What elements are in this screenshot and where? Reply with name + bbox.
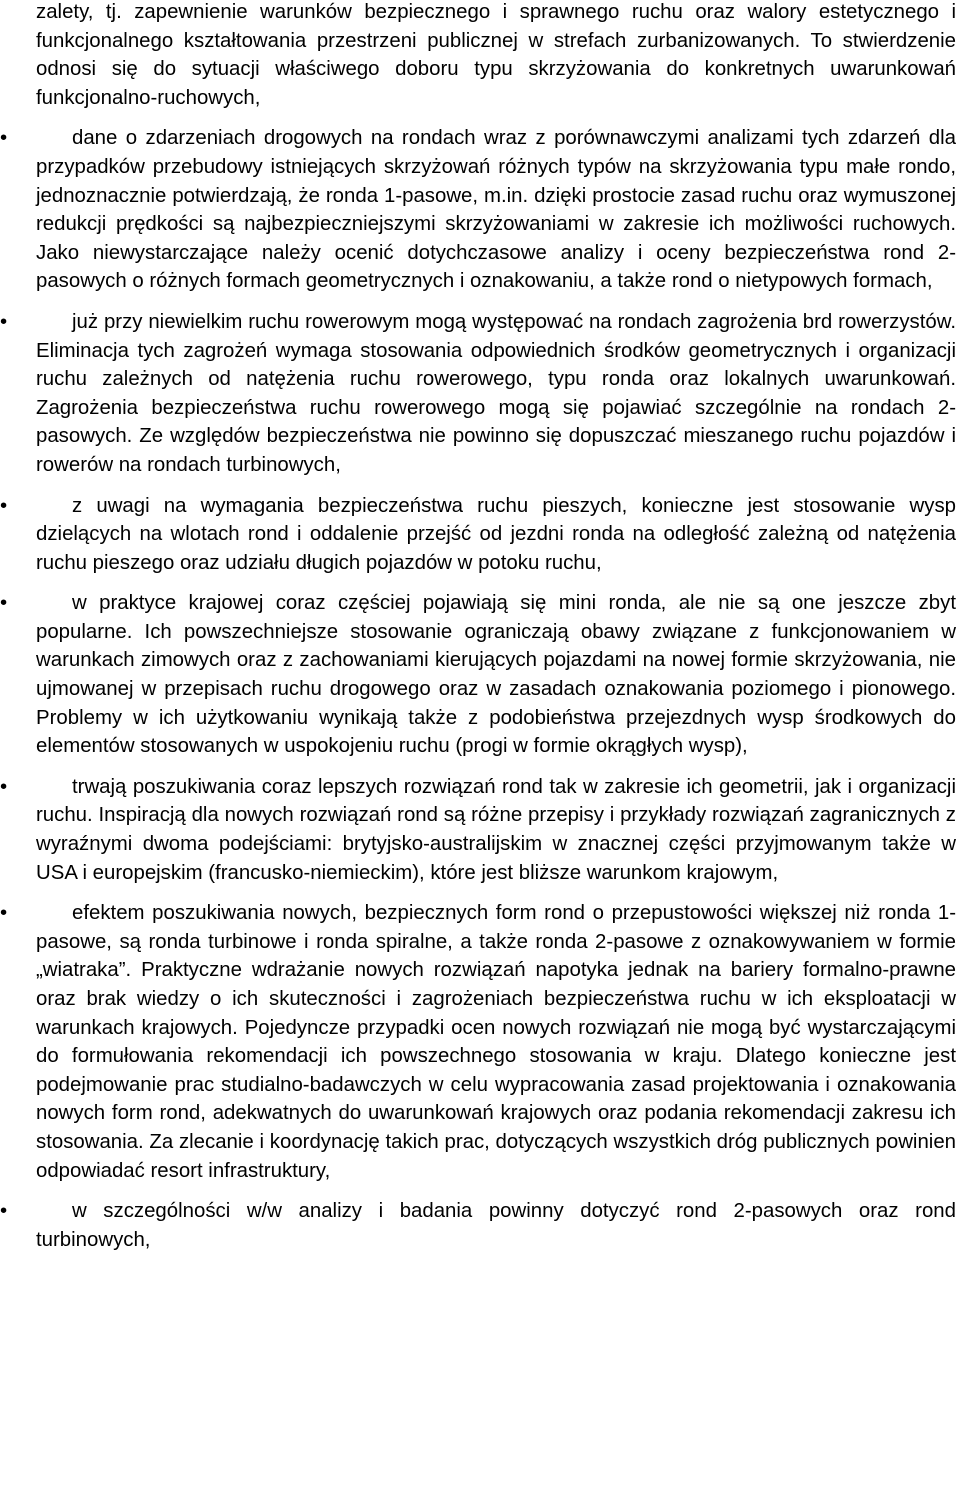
bullet-item-cyclists [0, 308, 956, 480]
bullet-icon: • [0, 310, 8, 333]
bullet-item-research-scope [0, 1197, 956, 1254]
bullet-icon: • [0, 902, 8, 925]
bullet-icon: • [0, 127, 8, 150]
bullet-icon: • [0, 592, 8, 615]
bullet-text: trwają poszukiwania coraz lepszych rozwiązań rond tak w zakresie ich geometrii, jak i organizacji ruchu. Inspiracją dla nowych rozwiązań rond są różne przepisy i przykłady rozwiązań zagranicznych z wyraźnymi dwoma podejściami: brytyjsko-australijskim w znacznej części przyjmowanym także w USA i europejskim (francusko-niemieckim), które jest bliższe warunkom krajowym, [36, 775, 956, 884]
bullet-text: z uwagi na wymagania bezpieczeństwa ruchu pieszych, konieczne jest stosowanie wysp dzielących na wlotach rond i oddalenie przejść od jezdni ronda na odległość zależną od natężenia ruchu pieszego oraz udziału długich pojazdów w potoku ruchu, [36, 494, 956, 574]
paragraph-intro: zalety, tj. zapewnienie warunków bezpiecznego i sprawnego ruchu oraz walory estetycznego i funkcjonalnego kształtowania przestrzeni publicznej w strefach zurbanizowanych. To stwierdzenie odnosi się do sytuacji właściwego doboru typu skrzyżowania do konkretnych uwarunkowań funkcjonalno-ruchowych, [36, 1, 956, 109]
bullet-text: w szczególności w/w analizy i badania powinny dotyczyć rond 2-pasowych oraz rond turbinowych, [36, 1200, 956, 1251]
bullet-text: efektem poszukiwania nowych, bezpiecznych form rond o przepustowości większej niż ronda 1-pasowe, są ronda turbinowe i ronda spiralne, a także ronda 2-pasowe z oznakowywaniem w formie „wiatraka”. Praktyczne wdrażanie nowych rozwiązań napotyka jednak na bariery formalno-prawne oraz brak wiedzy o ich skuteczności i zagrożeniach bezpieczeństwa ruchu w ich eksploatacji w warunkach krajowych. Pojedyncze przypadki ocen nowych rozwiązań nie mogą być wystarczającymi do formułowania rekomendacji ich powszechnego stosowania w kraju. Dlatego konieczne jest podejmowanie prac studialno-badawczych w celu wypracowania zasad projektowania i oznakowania nowych form rond, adekwatnych do uwarunkowań krajowych oraz podania rekomendacji zakresu ich stosowania. Za zlecanie i koordynację takich prac, dotyczących wszystkich dróg publicznych powinien odpowiadać resort infrastruktury, [36, 902, 956, 1182]
bullet-icon: • [0, 494, 8, 517]
bullet-icon: • [0, 775, 8, 798]
bullet-text: w praktyce krajowej coraz częściej pojawiają się mini ronda, ale nie są one jeszcze zbyt popularne. Ich powszechniejsze stosowanie ograniczają obawy związane z funkcjonowaniem w warunkach zimowych oraz z zachowaniami kierujących pojazdami na nowej formie skrzyżowania, nie ujmowanej w przepisach ruchu drogowego oraz w zasadach oznakowania poziomego i pionowego. Problemy w ich użytkowaniu wynikają także z podobieństwa przejezdnych wysp środkowych do elementów stosowanych w uspokojeniu ruchu (progi w formie okrągłych wysp), [36, 592, 956, 758]
bullet-item-mini-roundabouts [0, 589, 956, 761]
bullet-text: już przy niewielkim ruchu rowerowym mogą występować na rondach zagrożenia brd rowerzystów. Eliminacja tych zagrożeń wymaga stosowania odpowiednich środków geometrycznych i organizacji ruchu zależnych od natężenia ruchu rowerowego, typu ronda oraz lokalnych uwarunkowań. Zagrożenia bezpieczeństwa ruchu rowerowego mogą się pojawiać szczególnie na rondach 2-pasowych. Ze względów bezpieczeństwa nie powinno się dopuszczać mieszanego ruchu pojazdów i rowerów na rondach turbinowych, [36, 310, 956, 476]
bullet-item-turbo-roundabouts [0, 899, 956, 1185]
bullet-item-accident-data [0, 124, 956, 296]
bullet-item-new-solutions [0, 773, 956, 887]
bullet-text: dane o zdarzeniach drogowych na rondach wraz z porównawczymi analizami tych zdarzeń dla przypadków przebudowy istniejących skrzyżowań różnych typów na skrzyżowania typu małe rondo, jednoznacznie potwierdzają, że ronda 1-pasowe, m.in. dzięki prostocie zasad ruchu oraz wymuszonej redukcji prędkości są najbezpieczniejszymi skrzyżowaniami w zakresie ich możliwości ruchowych. Jako niewystarczające należy ocenić dotychczasowe analizy i oceny bezpieczeństwa rond 2-pasowych o różnych formach geometrycznych i oznakowaniu, a także rond o nietypowych formach, [36, 127, 956, 293]
bullet-item-pedestrians [0, 492, 956, 578]
bullet-icon: • [0, 1200, 8, 1223]
